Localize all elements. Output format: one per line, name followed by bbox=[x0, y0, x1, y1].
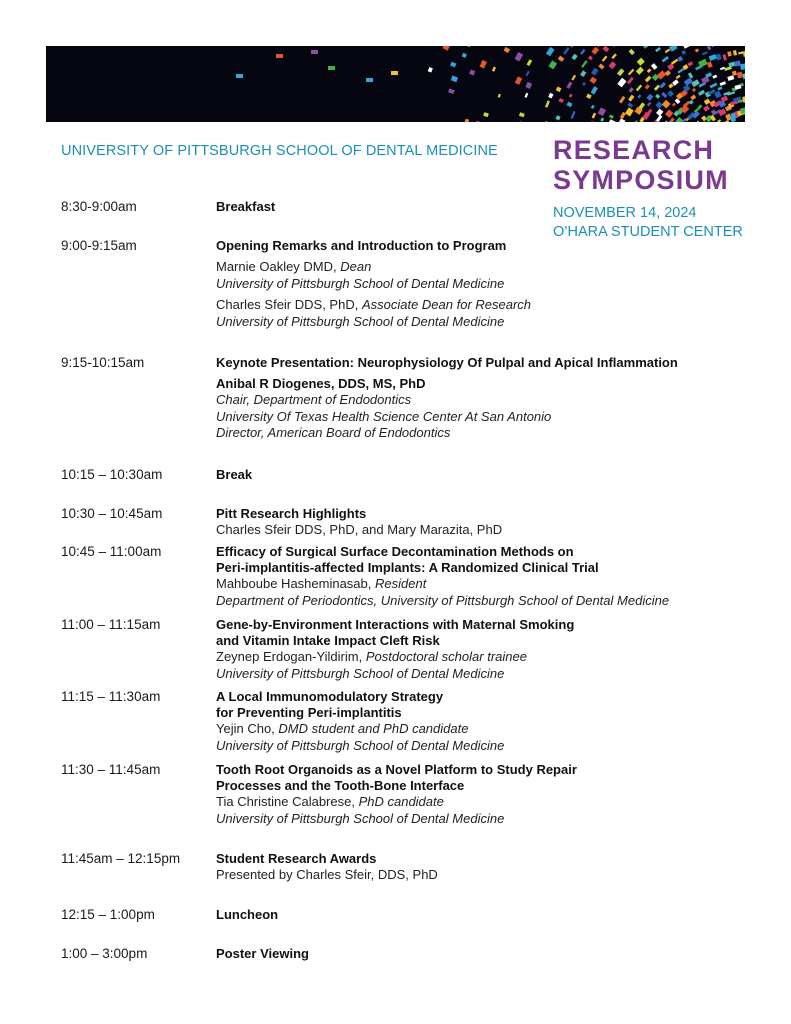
keynote-topic: : Neurophysiology Of Pulpal and Apical Inflammation bbox=[349, 355, 678, 370]
slot-title: Opening Remarks and Introduction to Program bbox=[216, 238, 507, 253]
presenter-affiliation: Department of Periodontics, University of Pittsburgh School of Dental Medicine bbox=[216, 592, 670, 608]
keynote-label: Keynote Presentation bbox=[216, 355, 350, 370]
slot-title-line: Tooth Root Organoids as a Novel Platform to Study Repair bbox=[216, 762, 577, 777]
slot-title-line: Gene-by-Environment Interactions with Maternal Smoking bbox=[216, 617, 575, 632]
speaker-role: Associate Dean for Research bbox=[361, 297, 532, 312]
slot-time: 11:15 – 11:30am bbox=[61, 689, 161, 704]
slot-time: 8:30-9:00am bbox=[61, 199, 137, 214]
slot-time: 11:00 – 11:15am bbox=[61, 617, 161, 632]
slot-time: 1:00 – 3:00pm bbox=[61, 946, 148, 961]
slot-title: Luncheon bbox=[216, 907, 279, 922]
presenter-role: PhD candidate bbox=[358, 794, 444, 809]
slot-time: 11:30 – 11:45am bbox=[61, 762, 161, 777]
slot-title: Poster Viewing bbox=[216, 946, 309, 961]
university-name: UNIVERSITY OF PITTSBURGH SCHOOL OF DENTAL MEDICINE bbox=[61, 143, 498, 159]
keynote-speaker-line: University Of Texas Health Science Center At San Antonio bbox=[216, 408, 552, 424]
event-venue: O’HARA STUDENT CENTER bbox=[553, 224, 743, 240]
slot-time: 10:45 – 11:00am bbox=[61, 544, 162, 559]
slot-title-line: for Preventing Peri-implantitis bbox=[216, 705, 402, 720]
slot-time: 9:15-10:15am bbox=[61, 355, 145, 370]
slot-title bbox=[216, 355, 756, 371]
slot-time: 9:00-9:15am bbox=[61, 238, 137, 253]
presenter-affiliation: University of Pittsburgh School of Dental Medicine bbox=[216, 737, 505, 753]
presenter-role: DMD student and PhD candidate bbox=[278, 721, 469, 736]
presenter-name: Presented by Charles Sfeir, DDS, PhD bbox=[216, 867, 438, 882]
slot-time: 10:15 – 10:30am bbox=[61, 467, 163, 482]
slot-time: 11:45am – 12:15pm bbox=[61, 851, 181, 866]
presenter-role: Postdoctoral scholar trainee bbox=[365, 649, 527, 664]
presenter-name: Yejin Cho, bbox=[216, 721, 279, 736]
slot-title: Breakfast bbox=[216, 199, 276, 214]
event-date: NOVEMBER 14, 2024 bbox=[553, 205, 697, 221]
slot-title: Break bbox=[216, 467, 253, 482]
slot-title-line: Processes and the Tooth-Bone Interface bbox=[216, 778, 465, 793]
keynote-speaker-name: Anibal R Diogenes, DDS, MS, PhD bbox=[216, 376, 426, 391]
presenter-name: Charles Sfeir DDS, PhD, and Mary Marazita, PhD bbox=[216, 522, 503, 537]
presenter-affiliation: University of Pittsburgh School of Dental Medicine bbox=[216, 810, 505, 826]
keynote-speaker-line: Director, American Board of Endodontics bbox=[216, 425, 451, 440]
speaker-role: Dean bbox=[340, 259, 372, 274]
slot-time: 12:15 – 1:00pm bbox=[61, 907, 155, 922]
presenter-name: Tia Christine Calabrese, bbox=[216, 794, 359, 809]
slot-title: Student Research Awards bbox=[216, 851, 377, 866]
slot-time: 10:30 – 10:45am bbox=[61, 506, 163, 521]
presenter-affiliation: University of Pittsburgh School of Dental Medicine bbox=[216, 665, 505, 681]
speaker-affiliation: University of Pittsburgh School of Dental Medicine bbox=[216, 275, 505, 291]
slot-title-line: A Local Immunomodulatory Strategy bbox=[216, 689, 444, 704]
speaker-affiliation: University of Pittsburgh School of Dental Medicine bbox=[216, 313, 505, 329]
slot-title: Pitt Research Highlights bbox=[216, 506, 367, 521]
keynote-speaker-line: Chair, Department of Endodontics bbox=[216, 392, 412, 407]
presenter-role: Resident bbox=[375, 576, 427, 591]
presenter-name: Zeynep Erdogan-Yildirim, bbox=[216, 649, 366, 664]
slot-title-line: Peri-implantitis-affected Implants: A Randomized Clinical Trial bbox=[216, 560, 599, 575]
speaker-name: Marnie Oakley DMD, bbox=[216, 259, 341, 274]
title-line-symposium: SYMPOSIUM bbox=[553, 165, 729, 195]
slot-title-line: and Vitamin Intake Impact Cleft Risk bbox=[216, 633, 440, 648]
speaker-name: Charles Sfeir DDS, PhD, bbox=[216, 297, 362, 312]
presenter-name: Mahboube Hasheminasab, bbox=[216, 576, 375, 591]
title-line-research: RESEARCH bbox=[553, 135, 715, 165]
slot-title-line: Efficacy of Surgical Surface Decontamination Methods on bbox=[216, 544, 574, 559]
